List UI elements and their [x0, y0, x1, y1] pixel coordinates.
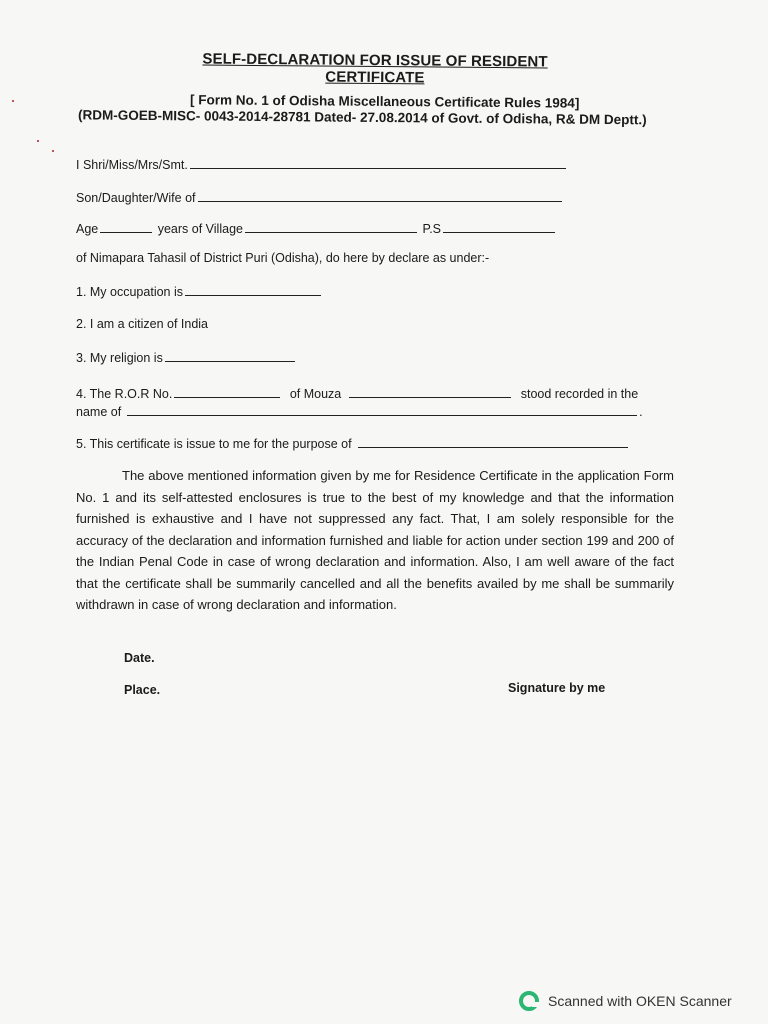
ps-field[interactable]	[443, 220, 555, 233]
mouza-field[interactable]	[349, 385, 511, 398]
tahasil-statement: of Nimapara Tahasil of District Puri (Odisha), do here by declare as under:-	[76, 251, 490, 265]
name-field[interactable]	[190, 156, 566, 169]
age-field[interactable]	[100, 220, 152, 233]
order-reference: (RDM-GOEB-MISC- 0043-2014-28781 Dated- 27.08.2014 of Govt. of Odisha, R& DM Deptt.)	[77, 107, 647, 128]
purpose-field[interactable]	[358, 435, 628, 448]
signature-label: Signature by me	[508, 681, 606, 695]
occupation-row	[76, 283, 323, 299]
occupation-field[interactable]	[185, 283, 321, 296]
name-label: I Shri/Miss/Mrs/Smt.	[76, 158, 188, 172]
age-village-row	[76, 220, 557, 236]
scan-speck	[37, 140, 39, 142]
mouza-label: of Mouza	[289, 387, 342, 401]
name-of-field[interactable]	[127, 403, 637, 416]
declaration-text: The above mentioned information given by me for Residence Certificate in the application Form No. 1 and its self-attested enclosures is true to the best of my knowledge and that the information furnished is exhaustive and I have not suppressed any fact. That, I am solely responsible for the accuracy of the declaration and information furnished and liable for action under section 199 and 200 of the Indian Penal Code in case of wrong declaration and information. Also, I am well aware of the fact that the certificate shall be summarily cancelled and all the benefits availed by me shall be summarily withdrawn in case of wrong declaration and information.	[76, 468, 674, 612]
relation-label: Son/Daughter/Wife of	[76, 191, 196, 205]
scan-speck	[52, 150, 54, 152]
name-of-row	[76, 403, 643, 419]
date-label: Date.	[124, 651, 155, 665]
occupation-label: 1. My occupation is	[76, 285, 183, 299]
document-title: SELF-DECLARATION FOR ISSUE OF RESIDENT CERTIFICATE	[202, 50, 548, 87]
name-of-end: .	[639, 405, 643, 419]
religion-row	[76, 349, 297, 365]
purpose-label: 5. This certificate is issue to me for the purpose of	[76, 437, 352, 451]
citizen-statement: 2. I am a citizen of India	[76, 317, 209, 331]
religion-field[interactable]	[165, 349, 295, 362]
scan-speck	[12, 100, 14, 102]
stood-recorded-label: stood recorded in the	[520, 387, 639, 401]
age-label: Age	[76, 222, 99, 236]
form-reference: [ Form No. 1 of Odisha Miscellaneous Certificate Rules 1984]	[189, 92, 580, 111]
ror-field[interactable]	[174, 385, 280, 398]
place-label: Place.	[124, 683, 161, 697]
ror-label: 4. The R.O.R No.	[76, 387, 173, 401]
ror-row	[76, 385, 638, 401]
name-row	[76, 156, 568, 172]
declaration-paragraph	[76, 465, 674, 616]
scanner-watermark	[518, 990, 732, 1012]
village-label: years of Village	[157, 222, 243, 236]
ps-label: P.S	[422, 222, 442, 236]
religion-label: 3. My religion is	[76, 351, 163, 365]
village-field[interactable]	[245, 220, 417, 233]
scanner-text: Scanned with OKEN Scanner	[548, 993, 732, 1009]
relation-row	[76, 189, 564, 205]
oken-scanner-logo-icon	[518, 990, 540, 1012]
name-of-label: name of	[76, 405, 122, 419]
relation-field[interactable]	[198, 189, 562, 202]
purpose-row	[76, 435, 630, 451]
